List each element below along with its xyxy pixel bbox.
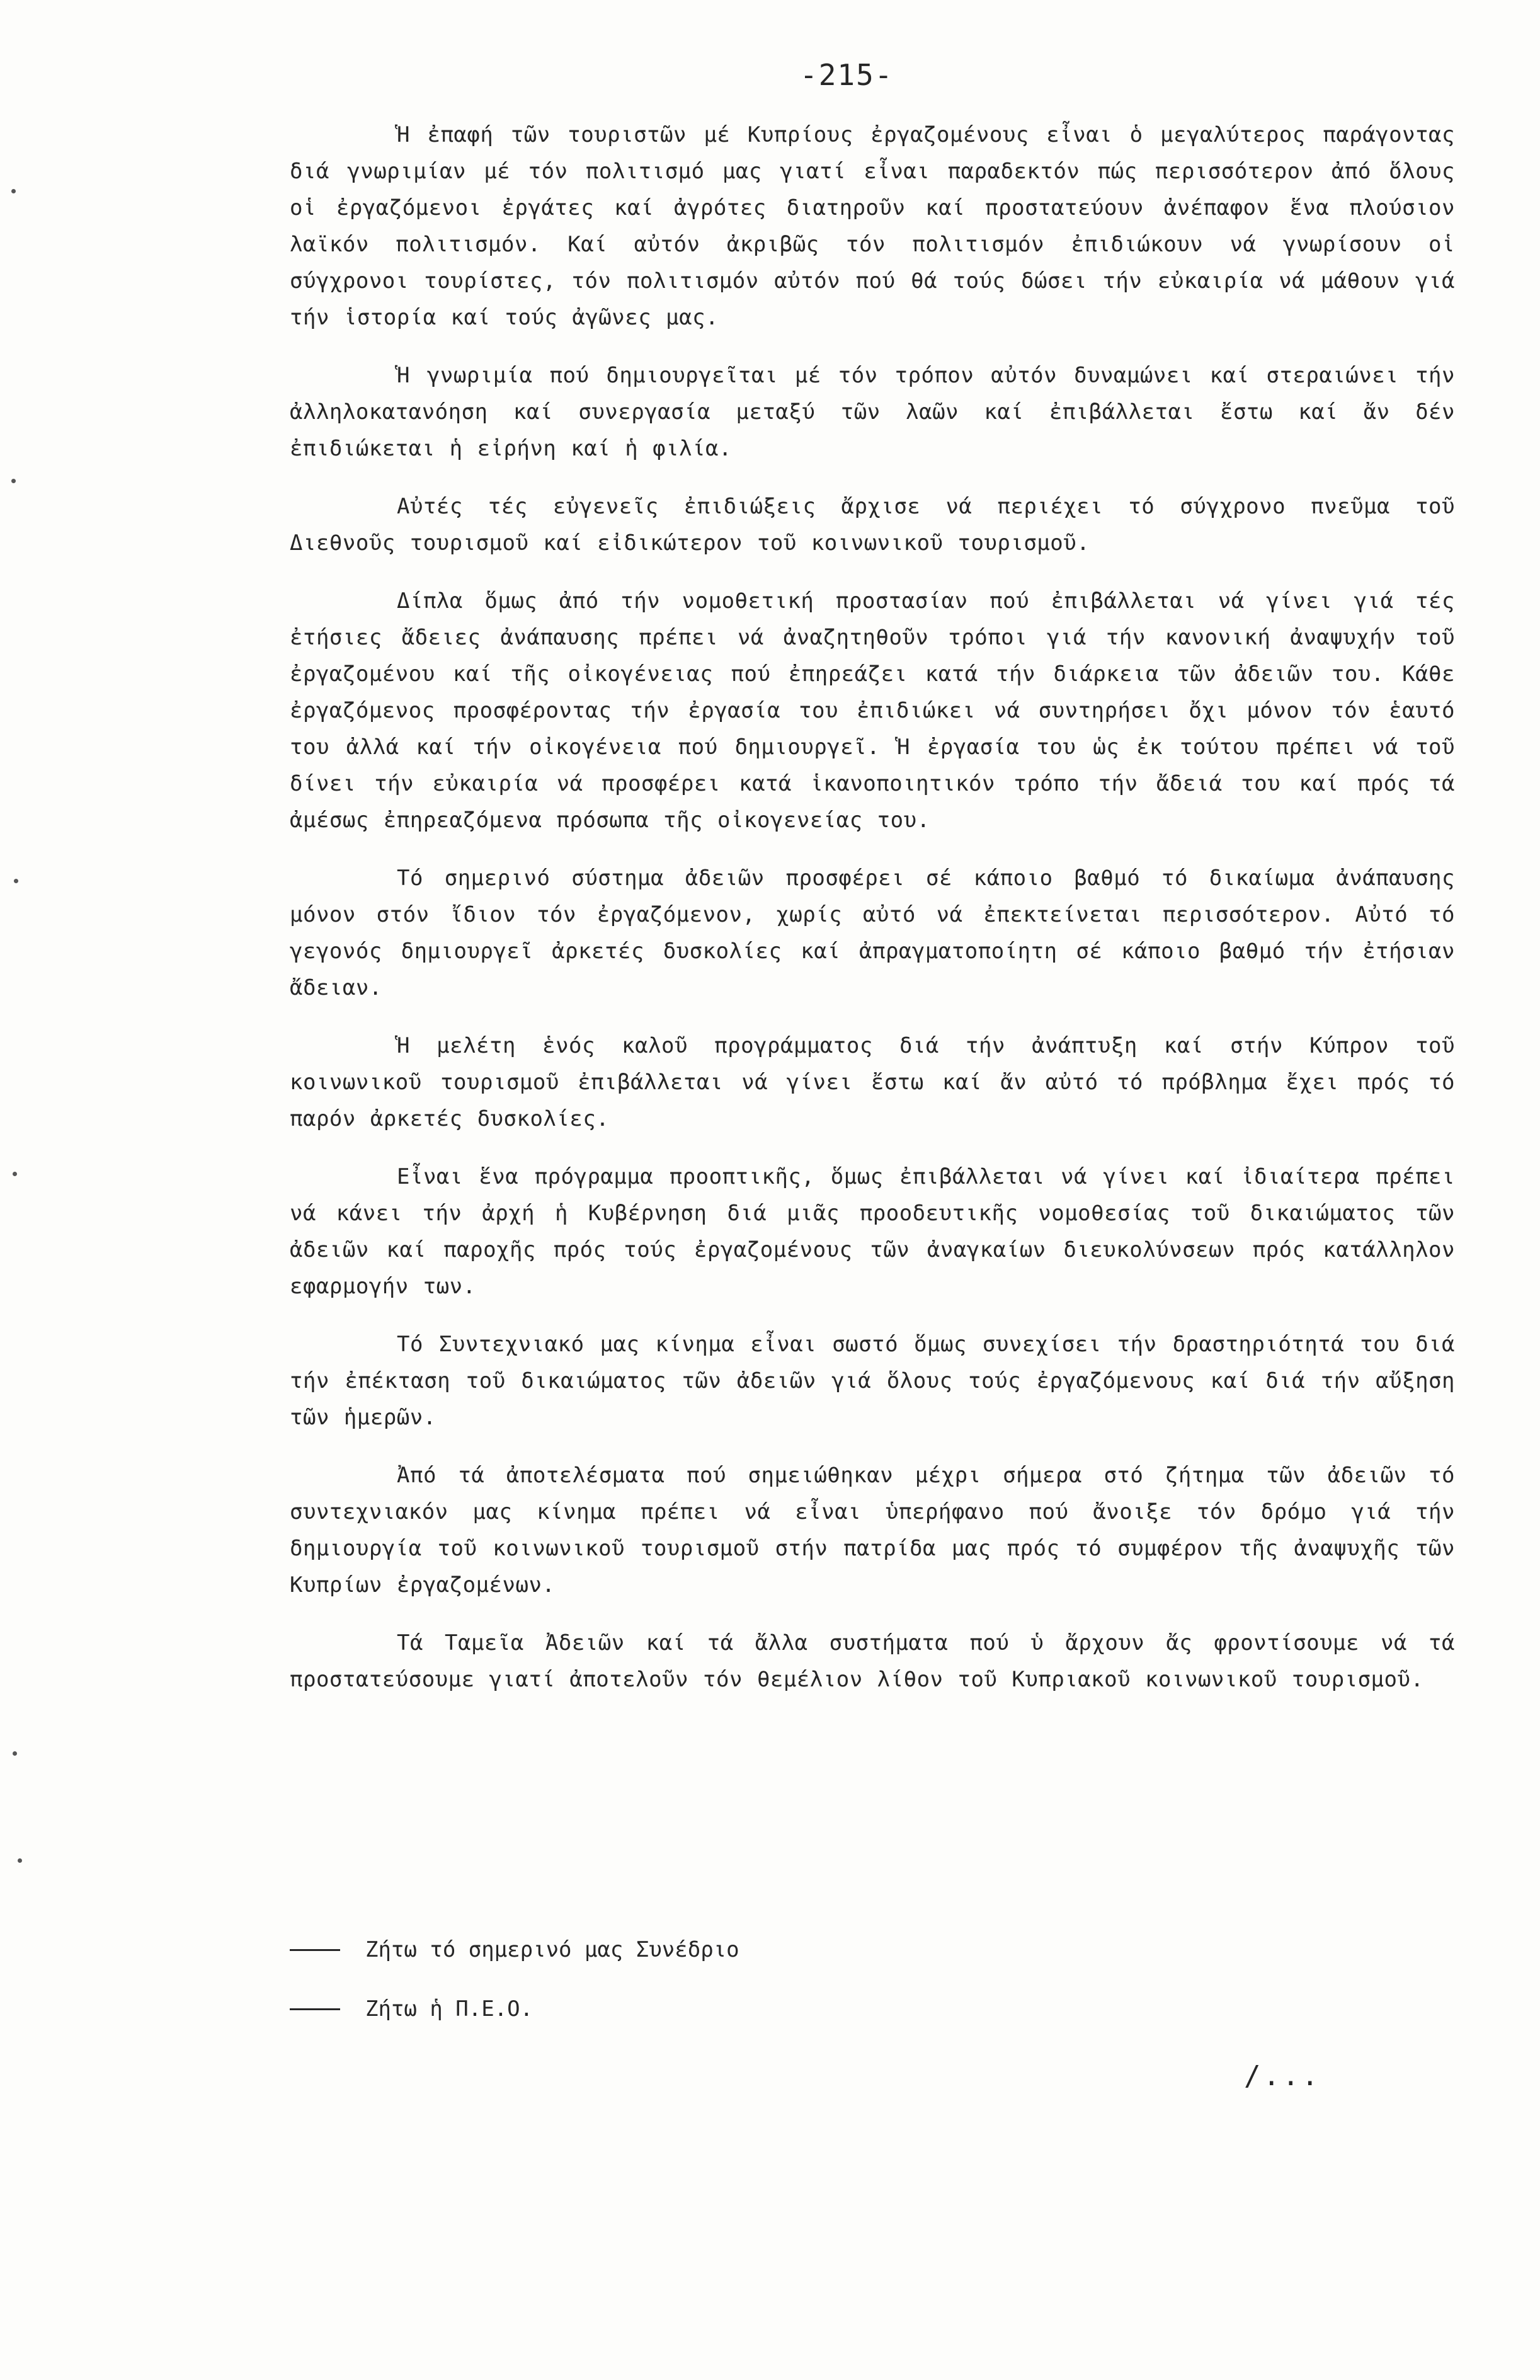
paragraph-trade-union-movement: Τό Συντεχνιακό μας κίνημα εἶναι σωστό ὅμως συνεχίσει τήν δραστηριότητά του διά τήν ἐπέκταση τοῦ δικαιώματος τῶν ἀδειῶν γιά ὅλους τούς ἐργαζόμενους καί διά τήν αὔξηση τῶν ἡμερῶν. xyxy=(290,1332,1455,1430)
paragraph-tourist-contact: Ἡ ἐπαφή τῶν τουριστῶν μέ Κυπρίους ἐργαζομένους εἶναι ὁ μεγαλύτερος παράγοντας διά γνωριμίαν μέ τόν πολιτισμό μας γιατί εἶναι παραδεκτόν πώς περισσότερον ἀπό ὅλους οἱ ἐργαζόμενοι ἐργάτες καί ἀγρότες διατηροῦν καί προστατεύουν ἀνέπαφον ἕνα πλούσιον λαϊκόν πολιτισμόν. Καί αὐτόν ἀκριβῶς τόν πολιτισμόν ἐπιδιώκουν νά γνωρίσουν οἱ σύγχρονοι τουρίστες, τόν πολιτισμόν αὐτόν πού θά τούς δώσει τήν εὐκαιρία νά μάθουν γιά τήν ἱστορία καί τούς ἀγῶνες μας. xyxy=(290,122,1455,330)
paragraph-legislative-protection: Δίπλα ὅμως ἀπό τήν νομοθετική προστασίαν πού ἐπιβάλλεται νά γίνει γιά τές ἐτήσιες ἄδειες ἀνάπαυσης πρέπει νά ἀναζητηθοῦν τρόποι γιά τήν κανονική ἀναψυχήν τοῦ ἐργαζομένου καί τῆς οἰκογένειας πού ἐπηρεάζει κατά τήν διάρκεια τῶν ἀδειῶν του. Κάθε ἐργαζόμενος προσφέροντας τήν ἐργασία του ἐπιδιώκει νά συντηρήσει ὄχι μόνον τόν ἑαυτό του ἀλλά καί τήν οἰκογένεια πού δημιουργεῖ. Ἡ ἐργασία του ὡς ἐκ τούτου πρέπει νά τοῦ δίνει τήν εὐκαιρία νά προσφέρει κατά ἱκανοποιητικόν τρόπο τήν ἄδειά του καί πρός τά ἀμέσως ἐπηρεαζόμενα πρόσωπα τῆς οἰκογενείας του. xyxy=(290,588,1455,833)
slogan-peo xyxy=(290,1990,1235,2028)
paragraph-program-study: Ἡ μελέτη ἑνός καλοῦ προγράμματος διά τήν ἀνάπτυξη καί στήν Κύπρον τοῦ κοινωνικοῦ τουρισμοῦ ἐπιβάλλεται νά γίνει ἔστω καί ἄν αὐτό τό πρόβλημα ἔχει πρός τό παρόν ἀρκετές δυσκολίες. xyxy=(290,1033,1455,1131)
page-number: -215- xyxy=(800,58,894,92)
paragraph-leave-funds: Τά Ταμεῖα Ἀδειῶν καί τά ἄλλα συστήματα πού ὑ ἄρχουν ἄς φροντίσουμε νά τά προστατεύσουμε γιατί ἀποτελοῦν τόν θεμέλιον λίθον τοῦ Κυπριακοῦ κοινωνικοῦ τουρισμοῦ. xyxy=(290,1630,1455,1692)
closing-slogans xyxy=(290,1931,1235,2049)
dash-mark xyxy=(290,2008,340,2010)
paragraph-perspective-program: Εἶναι ἕνα πρόγραμμα προοπτικῆς, ὅμως ἐπιβάλλεται νά γίνει καί ἰδιαίτερα πρέπει νά κάνει τήν ἀρχή ἡ Κυβέρνηση διά μιᾶς προοδευτικῆς νομοθεσίας τοῦ δικαιώματος τῶν ἀδειῶν καί παροχῆς πρός τούς ἐργαζομένους τῶν ἀναγκαίων διευκολύνσεων πρός κατάλληλον εφαρμογήν των. xyxy=(290,1164,1455,1299)
paragraph-acquaintance: Ἡ γνωριμία πού δημιουργεῖται μέ τόν τρόπον αὐτόν δυναμώνει καί στεραιώνει τήν ἀλληλοκατανόηση καί συνεργασία μεταξύ τῶν λαῶν καί ἐπιβάλλεται ἔστω καί ἄν δέν ἐπιδιώκεται ἡ εἰρήνη καί ἡ φιλία. xyxy=(290,363,1455,461)
scan-speck xyxy=(14,879,18,883)
scan-speck xyxy=(13,1751,17,1756)
paragraph-noble-aims: Αὐτές τές εὐγενεῖς ἐπιδιώξεις ἄρχισε νά περιέχει τό σύγχρονο πνεῦμα τοῦ Διεθνοῦς τουρισμοῦ καί εἰδικώτερον τοῦ κοινωνικοῦ τουρισμοῦ. xyxy=(290,494,1455,556)
scan-speck xyxy=(11,479,16,483)
continuation-mark: /... xyxy=(1244,2060,1321,2092)
slogan-text: Ζήτω ἡ Π.Ε.Ο. xyxy=(365,1996,533,2022)
paragraph-results: Ἀπό τά ἀποτελέσματα πού σημειώθηκαν μέχρι σήμερα στό ζήτημα τῶν ἀδειῶν τό συντεχνιακόν μας κίνημα πρέπει νά εἶναι ὑπερήφανο πού ἄνοιξε τόν δρόμο γιά τήν δημιουργία τοῦ κοινωνικοῦ τουρισμοῦ στήν πατρίδα μας πρός τό συμφέρον τῆς ἀναψυχῆς τῶν Κυπρίων ἐργαζομένων. xyxy=(290,1463,1455,1598)
scan-speck xyxy=(13,1172,17,1176)
paragraph-current-leave-system: Τό σημερινό σύστημα ἀδειῶν προσφέρει σέ κάποιο βαθμό τό δικαίωμα ἀνάπαυσης μόνον στόν ἴδιον τόν ἐργαζόμενον, χωρίς αὐτό νά ἐπεκτείνεται περισσότερον. Αὐτό τό γεγονός δημιουργεῖ ἀρκετές δυσκολίες καί ἀπραγματοποίητη σέ κάποιο βαθμό τήν ἐτήσιαν ἄδειαν. xyxy=(290,866,1455,1000)
slogan-text: Ζήτω τό σημερινό μας Συνέδριο xyxy=(365,1937,739,1962)
scan-speck xyxy=(11,189,16,193)
scan-speck xyxy=(18,1858,22,1863)
document-body xyxy=(290,117,1455,1719)
dash-mark xyxy=(290,1949,340,1951)
slogan-congress xyxy=(290,1931,1235,1969)
